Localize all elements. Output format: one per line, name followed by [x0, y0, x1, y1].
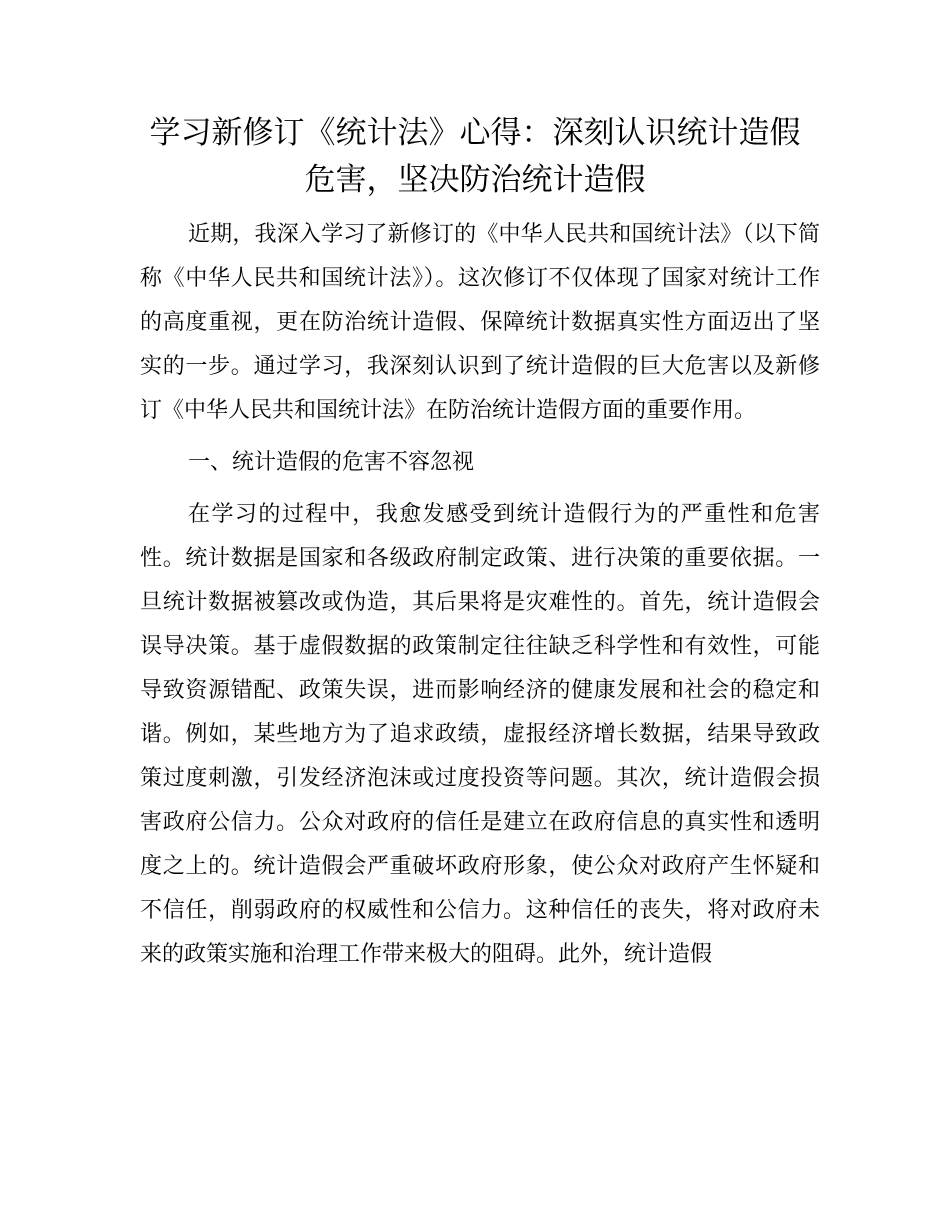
section-heading: 一、统计造假的危害不容忽视	[188, 450, 475, 475]
paragraph-intro: 近期，我深入学习了新修订的《中华人民共和国统计法》（以下简称《中华人民共和国统计法》）。这次修订不仅体现了国家对统计工作的高度重视，更在防治统计造假、保障统计数据真实性方面迈出了坚实的一步。通过学习，我深刻认识到了统计造假的巨大危害以及新修订《中华人民共和国统计法》在防治统计造假方面的重要作用。	[140, 222, 820, 423]
paragraph-harm: 在学习的过程中，我愈发感受到统计造假行为的严重性和危害性。统计数据是国家和各级政府制定政策、进行决策的重要依据。一旦统计数据被篡改或伪造，其后果将是灾难性的。首先，统计造假会误导决策。基于虚假数据的政策制定往往缺乏科学性和有效性，可能导致资源错配、政策失误，进而影响经济的健康发展和社会的稳定和谐。例如，某些地方为了追求政绩，虚报经济增长数据，结果导致政策过度刺激，引发经济泡沫或过度投资等问题。其次，统计造假会损害政府公信力。公众对政府的信任是建立在政府信息的真实性和透明度之上的。统计造假会严重破坏政府形象，使公众对政府产生怀疑和不信任，削弱政府的权威性和公信力。这种信任的丧失，将对政府未来的政策实施和治理工作带来极大的阻碍。此外，统计造假	[140, 502, 820, 967]
document-title: 学习新修订《统计法》心得：深刻认识统计造假危害，坚决防治统计造假	[149, 115, 801, 198]
document-body	[140, 213, 820, 977]
